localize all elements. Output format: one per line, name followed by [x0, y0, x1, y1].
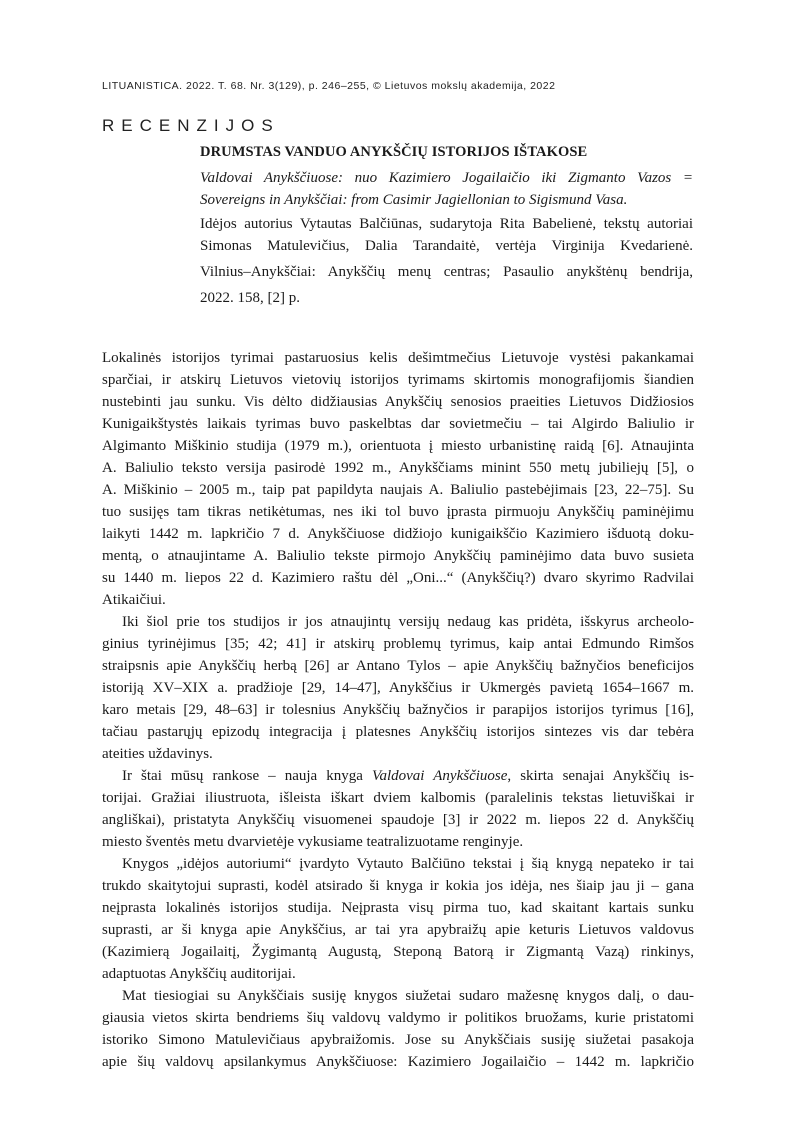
paragraph-line: torijai. Gražiai iliustruota, išleista iškart dviem kalbomis (paralelinis tekstas lietuviškai ir [102, 790, 694, 806]
paragraph-line: adaptuotas Anykščių auditorijai. [102, 966, 296, 982]
paragraph-line: istoriko Simono Matulevičiaus apybraižomis. Jose su Anykščiais susiję siužetai pasakoja [102, 1032, 694, 1048]
book-title-reference: Valdovai Anykščiuose [371, 768, 508, 784]
body-paragraph [102, 347, 694, 611]
paragraph-line: Lokalinės istorijos tyrimai pastaruosius kelis dešimtmečius Lietuvoje vystėsi pakankamai [102, 350, 694, 366]
paragraph-line: neįprasta lokalinės istorijos studija. Neįprasta visų pirma tuo, kad skaitant kartais sunku [102, 900, 694, 916]
paragraph-line: ginius tyrinėjimus [35; 42; 41] ir atskirų problemų tyrimus, kaip antai Edmundo Rimšos [102, 636, 694, 652]
paragraph-line: Ir štai mūsų rankose – nauja knyga Valdovai Anykščiuose, skirta senajai Anykščių is- [122, 768, 695, 784]
paragraph-line: karo metais [29, 48–63] ir tolesnius Anykščių bažnyčios ir parapijos istorijos tyrimus [16], [102, 702, 694, 718]
paragraph-line: sparčiai, ir atskirų Lietuvos vietovių istorijos tyrimams skirtomis monografijomis šiandien [102, 372, 694, 388]
paragraph-line: giausia vietos skirta bendriems šių valdovų valdymo ir politikos bruožams, kurie pristatomi [102, 1010, 694, 1026]
body-paragraph [102, 853, 694, 985]
paragraph-line: Algimanto Miškinio studija (1979 m.), orientuota į miesto urbanistinę raidą [6]. Atnaujinta [102, 438, 694, 454]
paragraph-line: ateities uždavinys. [102, 746, 213, 762]
review-header [200, 141, 693, 309]
paragraph-line: A. Miškinio – 2005 m., taip pat papildyta naujais A. Baliulio pastebėjimais [23, 22–75]. Su [102, 482, 694, 498]
paragraph-line: Knygos „idėjos autoriumi“ įvardyto Vytauto Balčiūno tekstai į šią knygą nepateko ir tai [122, 856, 694, 872]
paragraph-line: trukdo skaitytojui suprasti, kodėl atsirado ši knyga ir kokia jos idėja, nes šiaip jau ji – gana [102, 878, 694, 894]
paragraph-line: Kunigaikštystės laikais tyrimas buvo paskelbtas dar sovietmečiu – tai Algirdo Baliulio ir [102, 416, 694, 432]
running-head: LITUANISTICA. 2022. T. 68. Nr. 3(129), p. 246–255, © Lietuvos mokslų akademija, 2022 [102, 80, 556, 92]
paragraph-line: apie šių valdovų apsilankymus Anykščiuose: Kazimiero Jogailaičio – 1442 m. lapkričio [102, 1054, 694, 1070]
paragraph-line: laikyti 1442 m. lapkričio 7 d. Anykščiuose didžiojo kunigaikščio Kazimiero išduotą doku- [102, 526, 694, 542]
paragraph-line: istoriją XV–XIX a. pradžioje [29, 14–47], Anykščius ir Ukmergės pavietą 1654–1667 m. [102, 680, 694, 696]
paragraph-line: nustebinti jau sunku. Vis dėlto didžiausias Anykščių senosios praeities Lietuvos Didžiosios [102, 394, 694, 410]
paragraph-line: Iki šiol prie tos studijos ir jos atnaujintų versijų nedaug kas pridėta, išskyrus archeolo- [122, 614, 694, 630]
body-paragraph [102, 985, 694, 1073]
book-meta-line: 2022. 158, [2] p. [200, 290, 300, 306]
paragraph-line: Mat tiesiogiai su Anykščiais susiję knygos siužetai sudaro mažesnę knygos dalį, o dau- [122, 988, 694, 1004]
book-title [200, 167, 693, 211]
paragraph-line: mentą, o atnaujintame A. Baliulio tekste pirmojo Anykščių paminėjimo data buvo susieta [102, 548, 694, 564]
paragraph-line: tuo susijęs tam tikras netikėtumas, nes iki tol buvo įprasta pirmuoju Anykščių paminėjimu [102, 504, 694, 520]
paragraph-line: angliškai), pristatyta Anykščių visuomenei spaudoje [3] ir 2022 m. liepos 22 d. Anykščių [102, 812, 694, 828]
book-metadata [200, 213, 693, 309]
section-label: RECENZIJOS [102, 116, 280, 135]
book-meta-line: Simonas Matulevičius, Dalia Tarandaitė, vertėja Virginija Kvedarienė. [200, 238, 693, 254]
review-title: DRUMSTAS VANDUO ANYKŠČIŲ ISTORIJOS IŠTAKOSE [200, 144, 588, 160]
book-title-line: Valdovai Anykščiuose: nuo Kazimiero Jogailaičio iki Zigmanto Vazos = [200, 170, 693, 186]
book-title-line: Sovereigns in Anykščiai: from Casimir Jagiellonian to Sigismund Vasa. [200, 192, 628, 208]
paragraph-line: Atikaičiui. [102, 592, 166, 608]
paragraph-line: straipsnis apie Anykščių herbą [26] ar Antano Tylos – apie Anykščių bažnyčios beneficijos [102, 658, 694, 674]
paragraph-line: su 1440 m. liepos 22 d. Kazimiero raštu dėl „Oni...“ (Anykščių?) dvaro skyrimo Radvilai [102, 570, 694, 586]
body-paragraph [102, 611, 694, 765]
paragraph-line: miesto šventės metu dvarvietėje vykusiame teatralizuotame renginyje. [102, 834, 524, 850]
paragraph-line: A. Baliulio teksto versija pasirodė 1992 m., Anykščiams minint 550 metų jubiliejų [5], o [102, 460, 694, 476]
paragraph-line: (Kazimierą Jogailaitį, Žygimantą Augustą, Steponą Batorą ir Zigmantą Vazą) rinkinys, [102, 944, 694, 960]
book-meta-line: Idėjos autorius Vytautas Balčiūnas, sudarytoja Rita Babelienė, tekstų autoriai [200, 216, 693, 232]
book-meta-line: Vilnius–Anykščiai: Anykščių menų centras; Pasaulio anykštėnų bendrija, [200, 264, 693, 280]
article-body [102, 347, 694, 1073]
paragraph-line: tačiau pastarųjų epizodų integracija į platesnes Anykščių istorijos sintezes vis dar tebėra [102, 724, 694, 740]
body-paragraph [102, 765, 694, 853]
paragraph-line: suprasti, ar ši knyga apie Anykščius, ar tai yra apybraižų apie keturis Lietuvos valdovus [102, 922, 694, 938]
